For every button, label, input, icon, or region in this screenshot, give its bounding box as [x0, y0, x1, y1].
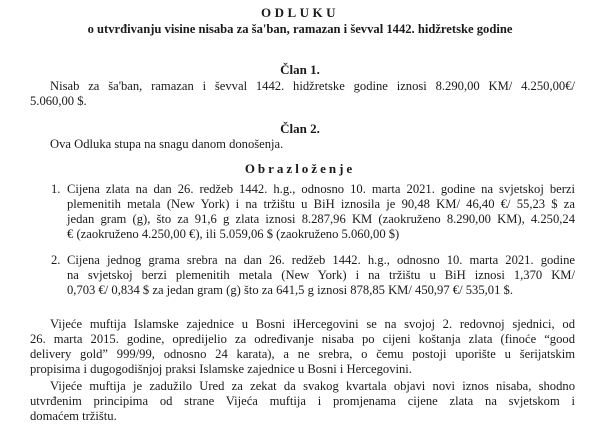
- article-2-text: Ova Odluka stupa na snagu danom donošenja.: [50, 137, 284, 151]
- article-1-heading: Član 1.: [280, 62, 320, 77]
- item-1-line: Cijena zlata na dan 26. redžeb 1442. h.g., odnosno 10. marta 2021. godine na svjetskoj berzi: [67, 182, 575, 196]
- item-1-line: jedan gram (g), što za 91,6 g zlata iznosi 8.287,96 KM (zaokruženo 8.290,00 KM), 4.250,24: [67, 212, 575, 226]
- document-subtitle: o utvrđivanju visine nisaba za ša'ban, ramazan i ševval 1442. hidžretske godine: [87, 22, 513, 36]
- paragraph-line: utvrđenim principima od strane Vijeća muftija i promjenama cijene zlata na svjetskom i: [30, 394, 575, 408]
- item-1-line: plemenitih metala (New York) i na tržištu u BiH iznosila je 90,48 KM/ 46,40 €/ 55,23 $ za: [67, 197, 575, 211]
- item-2-number: 2.: [51, 253, 61, 267]
- item-1-line: € (zaokruženo 4.250,00 €), ili 5.059,06 $ (zaokruženo 5.060,00 $): [67, 227, 400, 241]
- paragraph-line: Vijeće muftija je zadužilo Ured za zekat da svakog kvartala objavi novi iznos nisaba, shodno: [50, 379, 575, 393]
- paragraph-zakat-office: [30, 379, 575, 424]
- item-1-text: [67, 182, 575, 242]
- article-1-text: [30, 79, 575, 109]
- paragraph-line: domaćem tržištu.: [30, 409, 117, 423]
- article-2-heading: Član 2.: [280, 121, 320, 136]
- item-2-text: [67, 253, 575, 298]
- paragraph-council-decision: [30, 317, 575, 377]
- explanation-heading: Obrazloženje: [244, 161, 356, 176]
- article-1-line: Nisab za ša'ban, ramazan i ševval 1442. hidžretske godine iznosi 8.290,00 KM/ 4.250,00€/: [50, 79, 575, 93]
- paragraph-line: 26. marta 2015. godine, opredijelio za određivanje nisaba po cijeni koštanja zlata (finoće “good: [30, 332, 575, 346]
- item-1-number: 1.: [51, 182, 61, 196]
- item-2-line: Cijena jednog grama srebra na dan 26. redžeb 1442. h.g., odnosno 10. marta 2021. godine: [67, 253, 575, 267]
- item-2-line: 0,703 €/ 0,834 $ za jedan gram (g) što za 641,5 g iznosi 878,85 KM/ 450,97 €/ 535,01 $.: [67, 283, 513, 297]
- paragraph-line: Vijeće muftija Islamske zajednice u Bosni iHercegovini se na svojoj 2. redovnoj sjednici, od: [50, 317, 575, 331]
- paragraph-line: propisima i dugogodišnjoj praksi Islamske zajednice u Bosni i Hercegovini.: [30, 362, 412, 376]
- item-2-line: na svjetskoj berzi plemenitih metala (New York) i na tržištu u BiH iznosi 1,370 KM/: [67, 268, 575, 282]
- paragraph-line: delivery gold” 999/99, odnosno 24 karata), a ne srebra, o čemu postoji uporište u šerijatskim: [30, 347, 575, 361]
- document-title: ODLUKU: [260, 5, 340, 20]
- article-1-line: 5.060,00 $.: [30, 94, 87, 108]
